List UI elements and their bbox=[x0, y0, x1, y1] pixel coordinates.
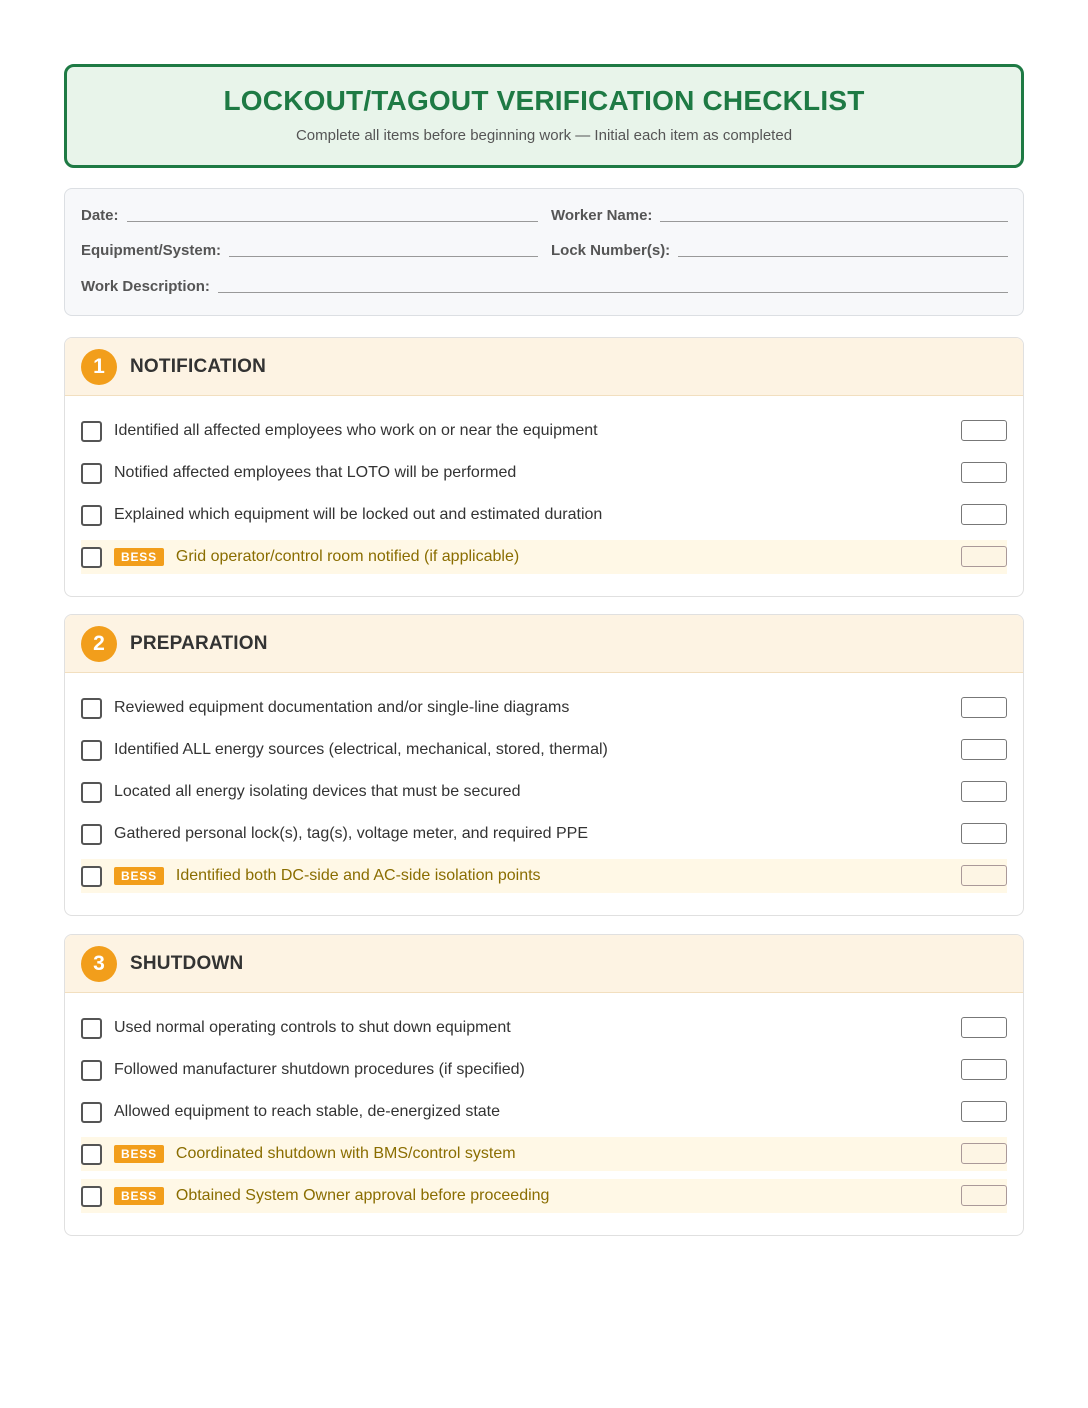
worker-name-field[interactable] bbox=[551, 207, 1008, 224]
checklist-item bbox=[81, 733, 1007, 767]
checkbox[interactable] bbox=[81, 547, 102, 568]
equipment-field[interactable] bbox=[81, 242, 538, 259]
bess-badge: BESS bbox=[114, 548, 164, 566]
checklist-items bbox=[65, 673, 1023, 915]
equipment-line[interactable] bbox=[229, 245, 538, 257]
section-shutdown bbox=[64, 934, 1024, 1236]
checklist-item-text: Located all energy isolating devices that must be secured bbox=[114, 783, 521, 800]
section-header bbox=[65, 338, 1023, 396]
worker-name-label: Worker Name: bbox=[551, 207, 653, 224]
lock-number-label: Lock Number(s): bbox=[551, 242, 671, 259]
checklist-item-text: Explained which equipment will be locked out and estimated duration bbox=[114, 506, 603, 523]
section-header bbox=[65, 935, 1023, 993]
initials-box[interactable] bbox=[961, 1059, 1007, 1080]
section-notification bbox=[64, 337, 1024, 597]
checklist-item bbox=[81, 1095, 1007, 1129]
checklist-items bbox=[65, 993, 1023, 1235]
section-title: SHUTDOWN bbox=[130, 952, 244, 974]
checklist-item bbox=[81, 498, 1007, 532]
checklist-item bbox=[81, 1179, 1007, 1213]
initials-box[interactable] bbox=[961, 1017, 1007, 1038]
initials-box[interactable] bbox=[961, 739, 1007, 760]
initials-box[interactable] bbox=[961, 1101, 1007, 1122]
date-field[interactable] bbox=[81, 207, 538, 224]
initials-box[interactable] bbox=[961, 865, 1007, 886]
info-panel bbox=[64, 188, 1024, 316]
page-title: LOCKOUT/TAGOUT VERIFICATION CHECKLIST bbox=[223, 85, 865, 116]
checklist-item bbox=[81, 1053, 1007, 1087]
checklist-item-text: Reviewed equipment documentation and/or single-line diagrams bbox=[114, 699, 570, 716]
checkbox[interactable] bbox=[81, 740, 102, 761]
lock-number-line[interactable] bbox=[678, 245, 1008, 257]
checklist-items bbox=[65, 396, 1023, 596]
checklist-item bbox=[81, 414, 1007, 448]
checklist-item bbox=[81, 775, 1007, 809]
checklist-item-text: Identified ALL energy sources (electrical, mechanical, stored, thermal) bbox=[114, 741, 608, 758]
section-number-badge: 3 bbox=[81, 946, 117, 982]
initials-box[interactable] bbox=[961, 1185, 1007, 1206]
initials-box[interactable] bbox=[961, 697, 1007, 718]
checkbox[interactable] bbox=[81, 1060, 102, 1081]
checkbox[interactable] bbox=[81, 1102, 102, 1123]
checklist-item-text: Coordinated shutdown with BMS/control system bbox=[175, 1145, 516, 1162]
checklist-item-text: Gathered personal lock(s), tag(s), voltage meter, and required PPE bbox=[114, 825, 589, 842]
checklist-item-text: Identified both DC-side and AC-side isolation points bbox=[175, 867, 541, 884]
equipment-label: Equipment/System: bbox=[81, 242, 222, 259]
checklist-item bbox=[81, 1137, 1007, 1171]
checkbox[interactable] bbox=[81, 1018, 102, 1039]
checkbox[interactable] bbox=[81, 421, 102, 442]
initials-box[interactable] bbox=[961, 504, 1007, 525]
initials-box[interactable] bbox=[961, 823, 1007, 844]
checklist-item-text: Identified all affected employees who work on or near the equipment bbox=[114, 422, 598, 439]
checklist-item bbox=[81, 859, 1007, 893]
section-preparation bbox=[64, 614, 1024, 916]
checkbox[interactable] bbox=[81, 866, 102, 887]
checklist-header bbox=[64, 64, 1024, 168]
checklist-item bbox=[81, 456, 1007, 490]
initials-box[interactable] bbox=[961, 546, 1007, 567]
bess-badge: BESS bbox=[114, 1145, 164, 1163]
checkbox[interactable] bbox=[81, 1186, 102, 1207]
checklist-item bbox=[81, 540, 1007, 574]
section-number-badge: 1 bbox=[81, 349, 117, 385]
checklist-item-text: Grid operator/control room notified (if applicable) bbox=[175, 548, 520, 565]
initials-box[interactable] bbox=[961, 781, 1007, 802]
section-header bbox=[65, 615, 1023, 673]
section-title: NOTIFICATION bbox=[130, 355, 267, 377]
initials-box[interactable] bbox=[961, 1143, 1007, 1164]
initials-box[interactable] bbox=[961, 462, 1007, 483]
page-subtitle: Complete all items before beginning work — Initial each item as completed bbox=[295, 127, 793, 144]
checkbox[interactable] bbox=[81, 505, 102, 526]
checkbox[interactable] bbox=[81, 698, 102, 719]
bess-badge: BESS bbox=[114, 1187, 164, 1205]
section-title: PREPARATION bbox=[130, 632, 268, 654]
checklist-item bbox=[81, 691, 1007, 725]
worker-name-line[interactable] bbox=[660, 210, 1008, 222]
checkbox[interactable] bbox=[81, 463, 102, 484]
checklist-item bbox=[81, 1011, 1007, 1045]
initials-box[interactable] bbox=[961, 420, 1007, 441]
checklist-item-text: Obtained System Owner approval before proceeding bbox=[175, 1187, 550, 1204]
checklist-item-text: Used normal operating controls to shut down equipment bbox=[114, 1019, 511, 1036]
date-label: Date: bbox=[81, 207, 119, 224]
work-description-line[interactable] bbox=[218, 281, 1008, 293]
section-number-badge: 2 bbox=[81, 626, 117, 662]
date-line[interactable] bbox=[127, 210, 538, 222]
checklist-item-text: Allowed equipment to reach stable, de-energized state bbox=[114, 1103, 501, 1120]
checkbox[interactable] bbox=[81, 824, 102, 845]
checklist-item-text: Notified affected employees that LOTO will be performed bbox=[114, 464, 517, 481]
checklist-item-text: Followed manufacturer shutdown procedures (if specified) bbox=[114, 1061, 525, 1078]
checkbox[interactable] bbox=[81, 1144, 102, 1165]
work-description-field[interactable] bbox=[81, 278, 1008, 295]
checklist-item bbox=[81, 817, 1007, 851]
work-description-label: Work Description: bbox=[81, 278, 210, 295]
checkbox[interactable] bbox=[81, 782, 102, 803]
bess-badge: BESS bbox=[114, 867, 164, 885]
lock-number-field[interactable] bbox=[551, 242, 1008, 259]
